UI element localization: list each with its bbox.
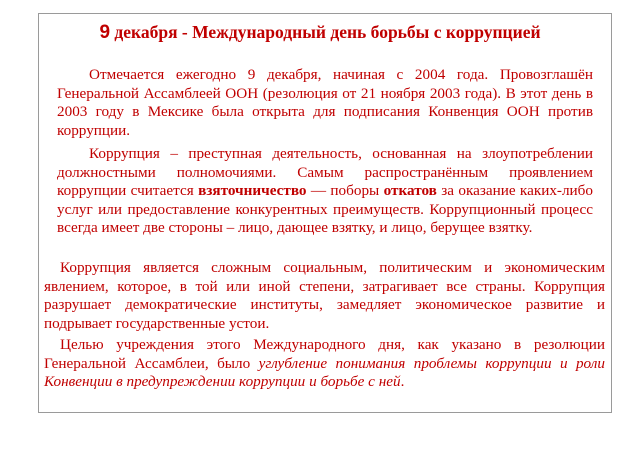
- definition-part-2: — поборы: [306, 182, 384, 199]
- paragraph-purpose-text: [44, 336, 605, 392]
- paragraph-purpose: [44, 336, 605, 392]
- title-number: 9: [99, 22, 111, 43]
- paragraph-impact-text: Коррупция является сложным социальным, политическим и экономическим явлением, которое, в той или иной степени, затрагивает все страны. Коррупция разрушает демократические институты, замедляет экономическое развитие и подрывает государственные устои.: [44, 259, 605, 332]
- definition-part-1: Коррупция – преступная деятельность, основанная на злоупотреблении должностными полномочиями. Самым распространённым проявлением коррупции считается: [57, 145, 593, 199]
- term-bribery: взяточничество: [198, 182, 307, 199]
- term-kickbacks: откатов: [383, 182, 437, 199]
- title-text: декабря - Международный день борьбы с коррупцией: [110, 22, 541, 42]
- paragraph-definition-text: [57, 145, 593, 238]
- page-title: [0, 21, 640, 44]
- paragraph-impact: [44, 259, 605, 333]
- purpose-part-1: Целью учреждения этого Международного дня, как указано в резолюции Генеральной Ассамблеи, было: [44, 336, 605, 372]
- purpose-part-2: .: [400, 373, 405, 390]
- paragraph-history-text: Отмечается ежегодно 9 декабря, начиная с 2004 года. Провозглашён Генеральной Ассамблеей ООН (резолюция от 21 ноября 2003 года). В этот день в 2003 году в Мексике была открыта для подписания Конвенция ООН против коррупции.: [57, 66, 593, 139]
- paragraph-history: [57, 66, 593, 140]
- paragraph-definition: [57, 145, 593, 238]
- definition-part-3: за оказание каких-либо услуг или предоставление конкурентных преимуществ. Коррупционный процесс всегда имеет две стороны – лицо, дающее взятку, и лицо, берущее взятку.: [57, 182, 593, 236]
- purpose-quote: углубление понимания проблемы коррупции и роли Конвенции в предупреждении коррупции и борьбе с ней: [44, 354, 605, 390]
